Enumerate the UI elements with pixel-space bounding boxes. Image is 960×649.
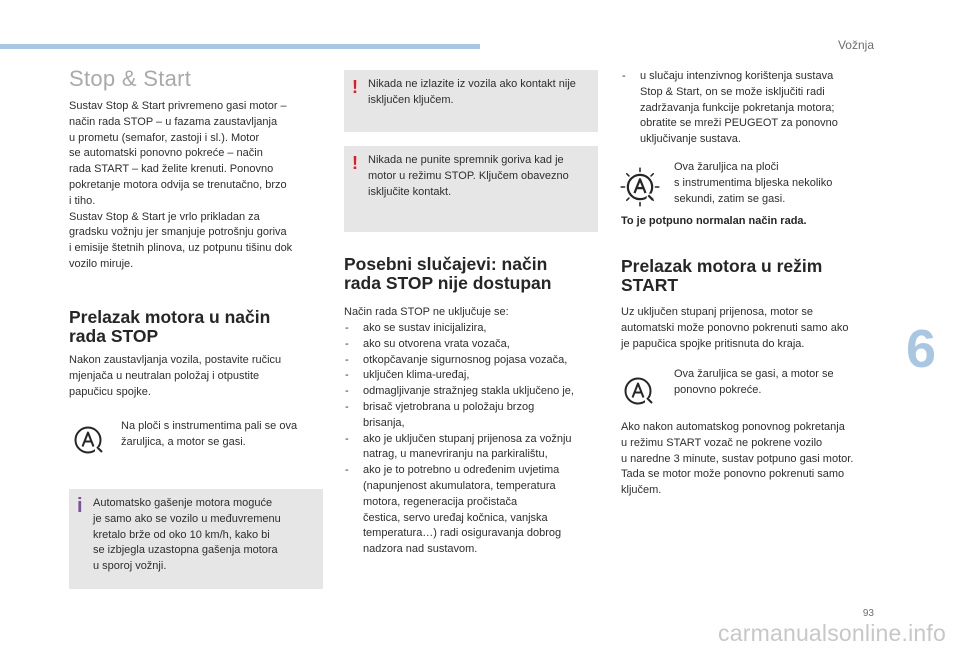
normal-operation-note: To je potpuno normalan način rada. — [621, 215, 807, 227]
stop-indicator-row — [71, 421, 326, 459]
info-note-text: Automatsko gašenje motora moguće je samo ako se vozilo u međuvremenu kretalo brže od oko 10 km/h, kako bi se izbjegla uzastopna gašenja motora u sporoj vožnji. — [93, 497, 281, 573]
warning-note-fuel — [344, 146, 598, 232]
list-item: - ako je to potrebno u određenim uvjetima (napunjenost akumulatora, temperatura motora, regeneracija pročistača čestica, servo uređaj kočnica, vanjska temperatura…) radi osiguravanja dobrog nadzora nad sustavom. — [344, 463, 600, 558]
stop-start-a-icon — [71, 421, 109, 459]
auto-restart-paragraph: Ako nakon automatskog ponovnog pokretanja u režimu START vozač ne pokrene vozilo u naredne 3 minute, sustav potpuno gasi motor. Tada se motor može ponovno pokrenuti samo ključem. — [621, 421, 854, 497]
list-item: - u slučaju intenzivnog korištenja sustava Stop & Start, on se može isključiti radi zadržavanja funkcije pokretanja motora; obratite se mreži PEUGEOT za ponovno uključivanje sustava. — [621, 69, 878, 148]
warning-note-exit — [344, 70, 598, 132]
start-indicator-text: Ova žaruljica se gasi, a motor se ponovno pokreće. — [674, 368, 834, 396]
warning-note-fuel-text: Nikada ne punite spremnik goriva kad je motor u režimu STOP. Ključem obavezno isključite kontakt. — [368, 154, 569, 198]
watermark: carmanualsonline.info — [718, 620, 946, 646]
chapter-number: 6 — [905, 319, 936, 379]
warning-exclamation-icon: ! — [352, 153, 358, 173]
list-item: - uključen klima-uređaj, — [344, 368, 600, 384]
info-note — [69, 489, 323, 589]
intro-paragraph: Sustav Stop & Start privremeno gasi motor – način rada STOP – u fazama zaustavljanja u prometu (semafor, zastoji i sl.). Motor se automatski ponovno pokreće – način rada START – kad želite krenuti. Ponovno pokretanje motora odvija se trenutačno, brzo i tiho. Sustav Stop & Start je vrlo prikladan za gradsku vožnju jer smanjuje potrošnju goriva i emisije štetnih plinova, uz potpunu tišinu dok vozilo miruje. — [69, 100, 293, 270]
start-indicator-row — [621, 368, 878, 410]
start-mode-heading: Prelazak motora u režim START — [621, 256, 823, 295]
start-mode-paragraph: Uz uključen stupanj prijenosa, motor se automatski može ponovno pokrenuti samo ako je papučica spojke pritisnuta do kraja. — [621, 306, 849, 350]
info-icon: i — [77, 495, 83, 517]
intensive-use-list — [621, 69, 878, 148]
list-item: - ako su otvorena vrata vozača, — [344, 337, 600, 353]
stop-mode-heading: Prelazak motora u način rada STOP — [69, 307, 271, 346]
warning-note-exit-text: Nikada ne izlazite iz vozila ako kontakt nije isključen ključem. — [368, 78, 576, 106]
list-item: - otkopčavanje sigurnosnog pojasa vozača, — [344, 353, 600, 369]
flash-indicator-row — [619, 161, 876, 208]
stop-mode-paragraph: Nakon zaustavljanja vozila, postavite ručicu mjenjača u neutralan položaj i otpustite papučicu spojke. — [69, 354, 282, 398]
stop-start-a-icon — [621, 372, 659, 410]
page-number: 93 — [862, 608, 874, 619]
list-item: - ako se sustav inicijalizira, — [344, 321, 600, 337]
special-cases-list — [344, 321, 600, 558]
list-item: - odmagljivanje stražnjeg stakla uključeno je, — [344, 384, 600, 400]
page-title: Stop & Start — [69, 66, 192, 91]
list-item: - ako je uključen stupanj prijenosa za vožnju natrag, u manevriranju na parkiralištu, — [344, 432, 600, 464]
flash-indicator-text: Ova žaruljica na ploči s instrumentima bljeska nekoliko sekundi, zatim se gasi. — [674, 161, 833, 205]
header-accent-bar — [0, 44, 480, 49]
special-cases-heading: Posebni slučajevi: način rada STOP nije dostupan — [344, 254, 552, 293]
section-label: Vožnja — [837, 38, 874, 52]
stop-indicator-text: Na ploči s instrumentima pali se ova žaruljica, a motor se gasi. — [121, 420, 298, 448]
stop-start-a-flashing-icon — [619, 166, 661, 208]
list-item: - brisač vjetrobrana u položaju brzog brisanja, — [344, 400, 600, 432]
warning-exclamation-icon: ! — [352, 77, 358, 97]
special-cases-intro: Način rada STOP ne uključuje se: — [344, 306, 509, 318]
